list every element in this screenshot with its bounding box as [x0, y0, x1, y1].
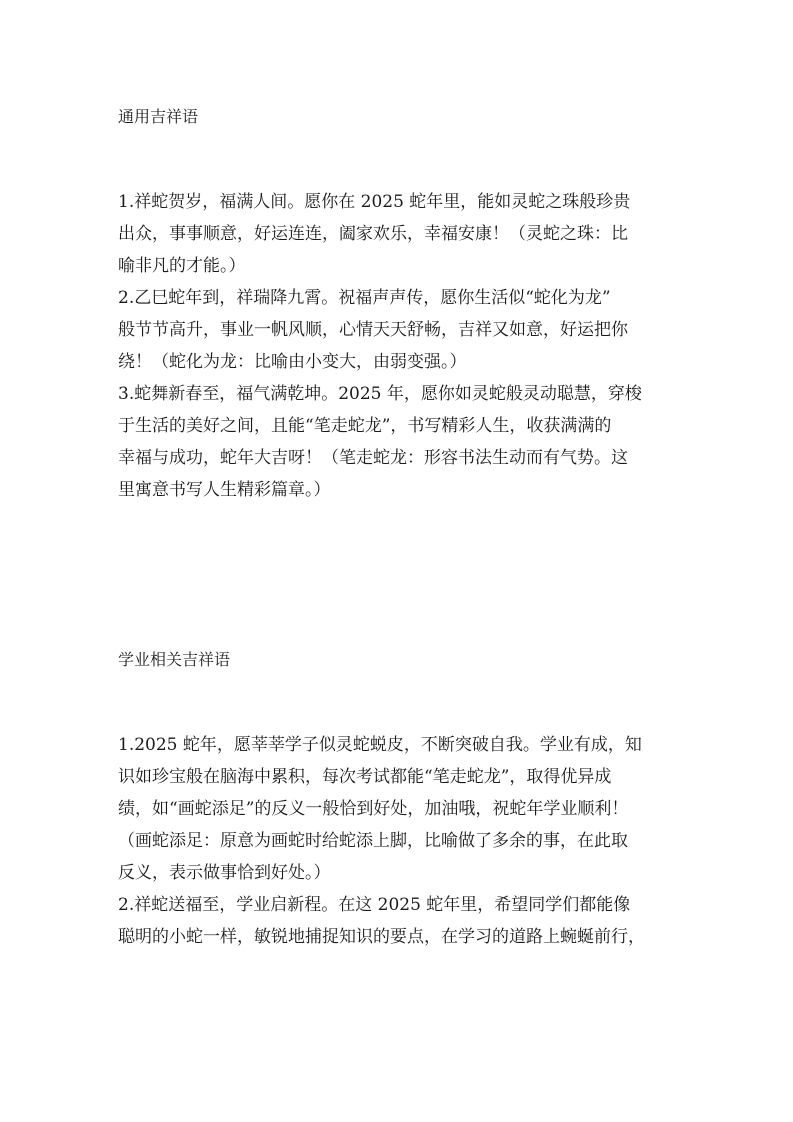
text-line: 般节节高升，事业一帆风顺，心情天天舒畅，吉祥又如意，好运把你 — [118, 320, 628, 340]
section-title-study: 学业相关吉祥语 — [118, 650, 231, 669]
paragraph-study-2 — [118, 889, 676, 953]
text-line: 绕！（蛇化为龙：比喻由小变大，由弱变强。） — [118, 352, 467, 372]
paragraph-general-3 — [118, 378, 676, 506]
text-line: 喻非凡的才能。） — [118, 256, 246, 276]
text-line: 幸福与成功，蛇年大吉呀！（笔走蛇龙：形容书法生动而有气势。这 — [118, 448, 628, 468]
paragraph-general-1 — [118, 186, 676, 282]
text-line: 识如珍宝般在脑海中累积，每次考试都能“笔走蛇龙”，取得优异成 — [118, 767, 612, 787]
text-line: 1.祥蛇贺岁，福满人间。愿你在 2025 蛇年里，能如灵蛇之珠般珍贵 — [118, 192, 631, 212]
text-line: 聪明的小蛇一样，敏锐地捕捉知识的要点，在学习的道路上蜿蜒前行， — [118, 927, 645, 947]
section-title-general: 通用吉祥语 — [118, 107, 199, 126]
text-line: 反义，表示做事恰到好处。） — [118, 863, 331, 883]
text-line: 出众，事事顺意，好运连连，阖家欢乐，幸福安康！（灵蛇之珠：比 — [118, 224, 628, 244]
text-line: 1.2025 蛇年，愿莘莘学子似灵蛇蜕皮，不断突破自我。学业有成，知 — [118, 735, 642, 755]
text-line: 里寓意书写人生精彩篇章。） — [118, 480, 331, 500]
text-line: 2.祥蛇送福至，学业启新程。在这 2025 蛇年里，希望同学们都能像 — [118, 895, 631, 915]
paragraph-general-2 — [118, 282, 676, 378]
text-line: 于生活的美好之间，且能“笔走蛇龙”，书写精彩人生，收获满满的 — [118, 416, 612, 436]
paragraph-study-1 — [118, 729, 676, 889]
text-line: （画蛇添足：原意为画蛇时给蛇添上脚，比喻做了多余的事，在此取 — [118, 831, 628, 851]
text-line: 2.乙巳蛇年到，祥瑞降九霄。祝福声声传，愿你生活似“蛇化为龙” — [118, 288, 611, 308]
text-line: 3.蛇舞新春至，福气满乾坤。2025 年，愿你如灵蛇般灵动聪慧，穿梭 — [118, 384, 642, 404]
text-line: 绩，如“画蛇添足”的反义一般恰到好处，加油哦，祝蛇年学业顺利！ — [118, 799, 629, 819]
